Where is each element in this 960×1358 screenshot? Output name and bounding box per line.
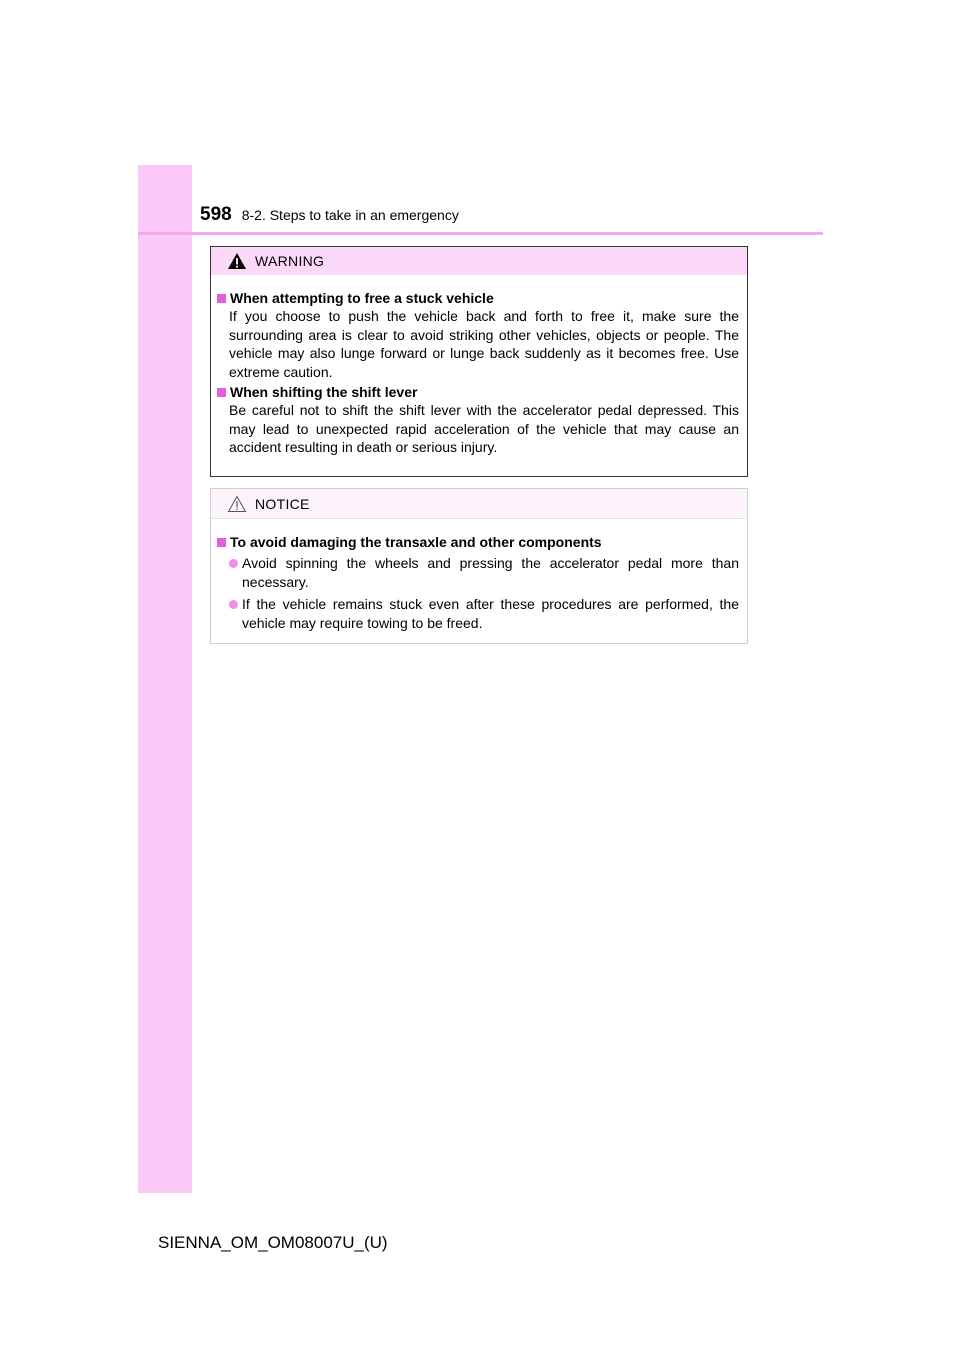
notice-item-heading: To avoid damaging the transaxle and other components xyxy=(217,533,739,551)
notice-body xyxy=(211,519,747,632)
warning-header xyxy=(211,247,747,275)
warning-item-heading: When shifting the shift lever xyxy=(217,383,739,401)
list-item: If the vehicle remains stuck even after these procedures are performed, the vehicle may require towing to be freed. xyxy=(217,595,739,632)
warning-triangle-icon xyxy=(227,252,247,270)
page-header xyxy=(200,204,459,232)
notice-item xyxy=(217,533,739,632)
warning-item-heading: When attempting to free a stuck vehicle xyxy=(217,289,739,307)
header-rule xyxy=(138,232,823,235)
warning-item xyxy=(217,289,739,381)
square-marker-icon xyxy=(217,294,226,303)
notice-header xyxy=(211,489,747,519)
list-item: Avoid spinning the wheels and pressing the accelerator pedal more than necessary. xyxy=(217,554,739,591)
square-marker-icon xyxy=(217,538,226,547)
warning-body xyxy=(211,275,747,457)
warning-item-text: If you choose to push the vehicle back and forth to free it, make sure the surrounding area is clear to avoid striking other vehicles, objects or people. The vehicle may also lunge forward or lunge back suddenly as it becomes free. Use extreme caution. xyxy=(229,308,739,380)
document-id-footer: SIENNA_OM_OM08007U_(U) xyxy=(158,1233,388,1252)
side-tab xyxy=(138,165,192,1193)
square-marker-icon xyxy=(217,388,226,397)
warning-box xyxy=(210,246,748,477)
warning-title: WARNING xyxy=(255,253,325,269)
bullet-dot-icon xyxy=(229,600,238,609)
notice-box xyxy=(210,488,748,644)
warning-item xyxy=(217,383,739,457)
bullet-dot-icon xyxy=(229,559,238,568)
page-number: 598 xyxy=(200,204,232,225)
caution-triangle-icon xyxy=(227,495,247,513)
warning-item-text: Be careful not to shift the shift lever with the accelerator pedal depressed. This may lead to unexpected rapid acceleration of the vehicle that may cause an accident resulting in death or serious injury. xyxy=(229,402,739,455)
section-title: 8-2. Steps to take in an emergency xyxy=(241,207,459,223)
notice-title: NOTICE xyxy=(255,495,310,512)
